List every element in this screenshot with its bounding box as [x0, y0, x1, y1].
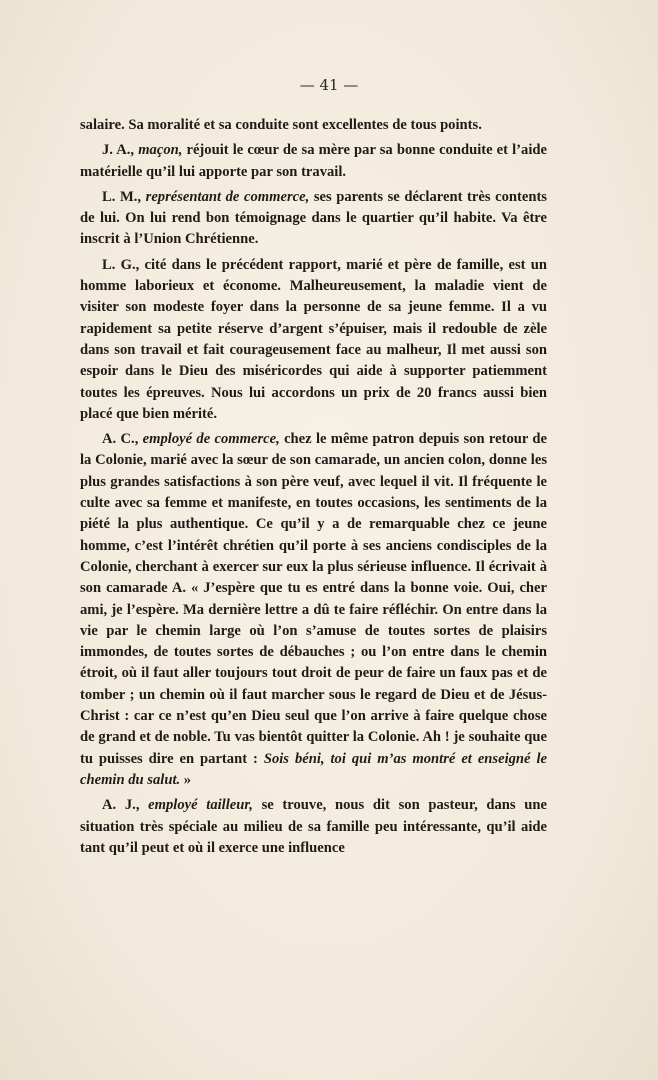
- paragraph-text: ses parents se déclarent très contents de lui. On lui rend bon témoignage dans le quartier qu’il habite. Va être inscrit à l’Union Chrétienne.: [80, 188, 547, 248]
- paragraph-lg: [80, 255, 547, 425]
- paragraph-lead: A. C.,: [102, 431, 143, 448]
- paragraph-aj: [80, 795, 547, 859]
- profession: représentant de commerce,: [145, 188, 310, 205]
- paragraph-lm: [80, 187, 547, 251]
- paragraph-lead: J. A.,: [102, 142, 139, 159]
- profession: employé tailleur,: [148, 797, 253, 814]
- profession: employé de commerce,: [142, 431, 280, 448]
- paragraph-continuation: [80, 115, 547, 136]
- paragraph-text: se trouve, nous dit son pasteur, dans une situation très spéciale au milieu de sa famille peu intéressante, qu’il aide tant qu’il peut et où il exerce une influence: [80, 797, 547, 856]
- quote-end: »: [180, 771, 192, 788]
- paragraph-ja: [80, 140, 547, 183]
- paragraph-lead: L. M.,: [102, 188, 146, 205]
- page-number: — 41 —: [299, 76, 359, 94]
- paragraph-text: salaire. Sa moralité et sa conduite sont excellentes de tous points.: [80, 117, 482, 133]
- profession: maçon,: [138, 142, 183, 159]
- paragraph-text: chez le même patron depuis son retour de la Colonie, marié avec la sœur de son camarade, un ancien colon, donne les plus grandes satisfactions à son père veuf, avec lequel il vit. Il fréquente le culte avec sa femme et manifeste, en toutes occasions, les sentiments de la piété la plus authentique. Ce qu’il y a de remarquable chez ce jeune homme, c’est l’intérêt chrétien qu’il porte à ses anciens condisciples de la Colonie, cherchant à exercer sur eux la plus sérieuse influence. Il écrivait à son camarade A. « J’espère que tu es entré dans la bonne voie. Oui, cher ami, je l’espère. Ma dernière lettre a dû te faire réfléchir. On entre dans la vie par le chemin large où l’on s’amuse de toutes sortes de plaisirs immondes, de toutes sortes de débauches ; ou l’on entre dans le chemin étroit, où il faut aller toujours tout droit de peur de faire un faux pas et de tomber ; un chemin où il faut marcher sous le regard de Dieu et de Jésus-Christ : car ce n’est qu’en Dieu seul que l’on arrive à faire quelque chose de grand et de noble. Tu vas bientôt quitter la Colonie. Ah ! je souhaite que tu puisses dire en partant :: [80, 431, 547, 767]
- paragraph-ac: [80, 429, 547, 791]
- paragraph-lead: A. J.,: [102, 797, 149, 814]
- body-text: [80, 115, 547, 863]
- paragraph-text: L. G., cité dans le précédent rapport, marié et père de famille, est un homme laborieux et économe. Malheureusement, la maladie vient de visiter son modeste foyer dans la personne de sa jeune femme. Il a vu rapidement sa petite réserve d’argent s’épuiser, mais il redouble de zèle dans son travail et fait courageusement face au malheur, Il met aussi son espoir dans le Dieu des miséricordes qui aide à supporter patiemment toutes les épreuves. Nous lui accordons un prix de 20 francs aussi bien placé que bien mérité.: [80, 256, 547, 422]
- quote-italic: Sois béni, toi qui m’as montré et enseigné le chemin du salut.: [80, 750, 547, 788]
- paragraph-text: réjouit le cœur de sa mère par sa bonne conduite et l’aide matérielle qu’il lui apporte par son travail.: [80, 142, 547, 180]
